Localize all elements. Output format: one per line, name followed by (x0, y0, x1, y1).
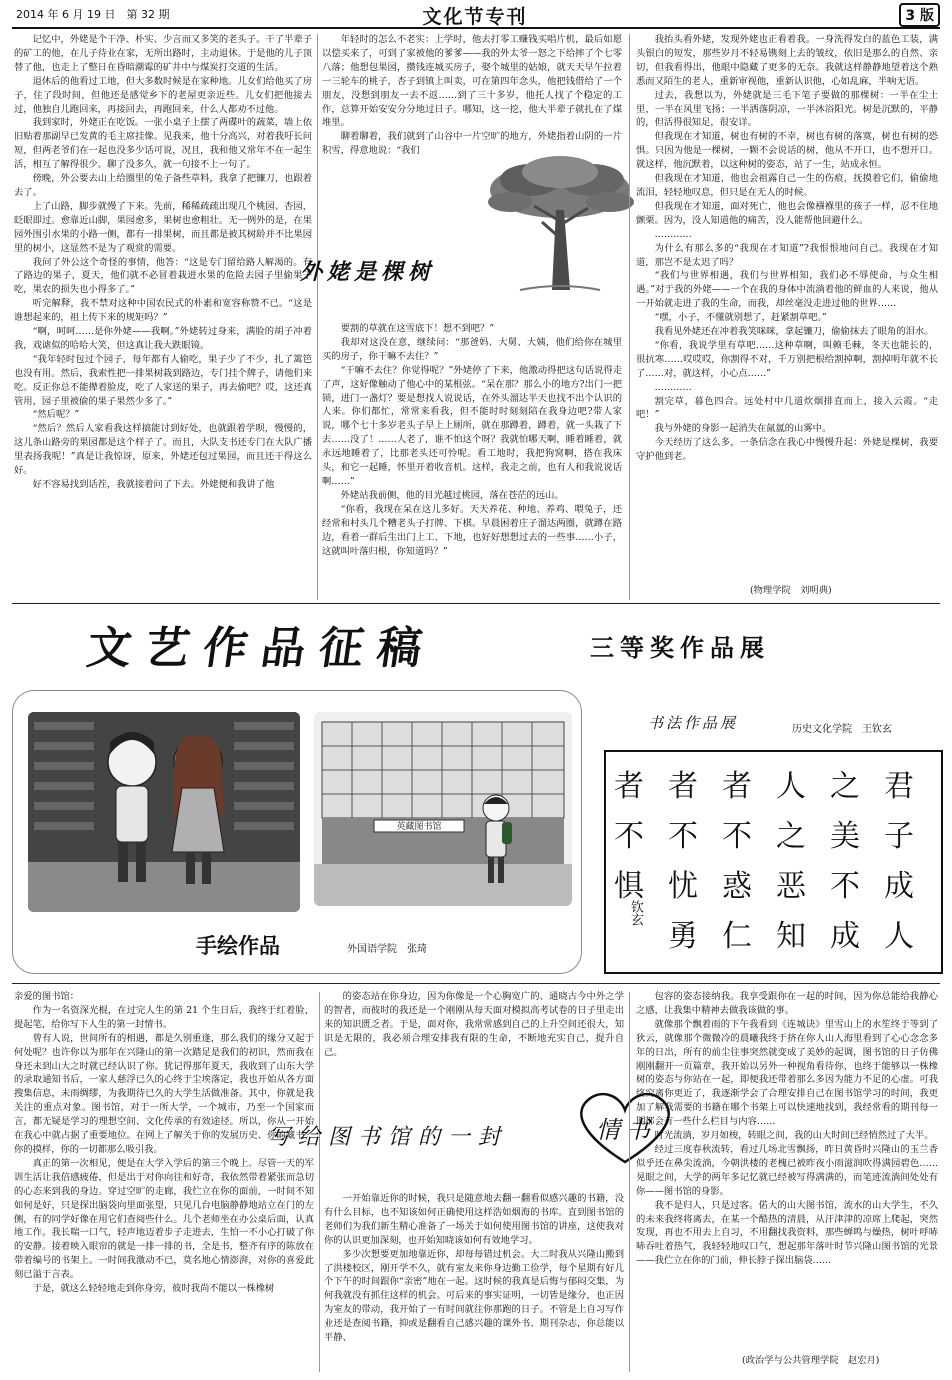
paragraph: “你看，我说学里有草吧……这种草啊，叫赖毛棘，冬天也能长的，很抗寒……哎哎哎，你割得不对，千万别把根给割掉啊，割掉明年就不长了……对，就这样，小心点……” (636, 339, 938, 379)
paragraph: 聊着聊着，我们就到了山谷中一片空旷的地方，外姥指着山阴的一片积雪，得意地说：“我们 (322, 131, 622, 157)
paragraph: “你看，我现在呆在这儿多好。天天养花、种地、养鸡、喂兔子，还经常和村头几个糟老头子打牌、下棋。早晨困着庄子溜达两圈，就蹲在路边，看着一群后生出门上工、下地，也好好想想过去的一些事……小子，这就叫叶落归根，你知道吗？” (322, 503, 622, 557)
paragraph: 一开始靠近你的时候，我只是随意地去翻一翻看似感兴趣的书籍，没有什么目标，也不知该如何正确使用这样浩如烟海的书库。直到图书馆的老师们为我们新生精心准备了一场关于如何使用图书馆的讲座，这使我对你的认识更加深刻，也开始知晓该如何有效地学习。 (324, 1193, 624, 1246)
hand-drawn-artwork-library-building (314, 712, 572, 906)
column-divider (319, 992, 320, 1372)
art-section-label: 手绘作品 (196, 934, 280, 958)
letter-column-1 (14, 990, 314, 1372)
column-divider (629, 34, 630, 600)
paragraph: “啊，呵呵……是你外姥——我啊。”外姥转过身来，满脸的胡子冲着我，戏谑似的哈哈大笑，但这真让我大跌眼镜。 (14, 326, 312, 351)
banner-subtitle: 三等奖作品展 (590, 634, 770, 662)
section-divider (12, 603, 940, 604)
paragraph: 作为一名资深光棍，在过完人生的第 21 个生日后，我终于红着脸，提起笔，给你写下人生的第一封情书。 (14, 1004, 314, 1030)
paragraph: 好不容易找到话茬，我就接着问了下去。外姥便和我讲了他 (32, 479, 275, 490)
paragraph: 我与外姥的身影一起消失在氤氲的山雾中。 (654, 423, 832, 435)
paragraph: 外姥站我前侧，他的目光越过桃园，落在苍茫的远山。 (340, 489, 564, 501)
paragraph: 我看见外姥还在冲着我笑咪咪，拿起镰刀，偷偷抹去了眼角的泪水。 (654, 326, 934, 338)
paragraph: ………… (654, 381, 692, 393)
story-title: 外姥是棵树 (300, 259, 436, 285)
paragraph: 为什么有那么多的“我现在才知道”?我恨恨地问自己。我现在才知道，那岂不是太迟了吗？ (636, 242, 938, 268)
paragraph: 亲爱的图书馆： (14, 991, 80, 1002)
column-divider (317, 34, 318, 600)
story-signature: (物理学院 刘明典) (750, 585, 832, 596)
paragraph: 我抬头看外姥，发现外姥也正看着我。一身洗得发白的蓝色工装，满头银白的短发，那些岁月不轻易镌刻上去的皱纹，依旧是那么的自然、亲切，但我看得出，他眼中隐藏了更多的无奈。我就这样静静地望着这个熟悉而又陌生的老人，重新审视他，重新认识他，心如乱麻，半响无语。 (636, 34, 938, 87)
calligraphy-seal: 钦玄 (628, 900, 643, 926)
paragraph: 要割的草就在这雪底下！想不到吧？” (340, 323, 495, 334)
letter-title: 写给图书馆的一封 (268, 1125, 509, 1150)
paragraph: “干嘛不去住？你觉得呢？”外姥停了下来，他激动得把这句话说得走了声，这好像触动了他心中的某根弦。“呆在那？那么小的地方?出门一把锁，进门一盏灯？要是想找人说说话，在外头溜达半天也找不出个认识的人来。你们都忙，常常来看我，但不能时时刻刻陪在我身边吧?带人家说，哪个七十多岁老头子早上上厕所，就在那蹲着，蹲着，就一头栽了下去……没了！……人老了，谁不怕这个呀？我就怕哪天啊，睡着睡着，就永远地睡着了，比那老头还可怜呢。看工地时，我把狗窝啊，搭在我床头，和它一起睡，怀里开着收音机。这样，我走之前，也有人和我说说话啊……” (322, 364, 622, 487)
paragraph: 上了山路，脚步就慢了下来。先前，稀稀疏疏出现几个桃园、杏园，眨眼即过。愈靠近山脚，果园愈多，果树也愈粗壮。无一例外的是，在果园外围引水果的小路一侧，都有一排果树，而且都是被其树龄并不比果园里的树小，这显然不是为了观赏的需要。 (14, 200, 312, 254)
paragraph: 我不是归人，只是过客。偌大的山大图书馆，流水的山大学生，不久的未来我终将离去，在某一个酷热的清晨，从汗津津的凉席上爬起，突然发现，再也不用去上自习，不用翻找我资料，那些蝉鸣与燥热，树叶呼哧哧吞吐着热气，我轻轻地叹口气，想起那年落叶时节兴隆山图书馆的光景——我伫立在你的门前，伸长脖子探出脑袋…… (636, 1199, 938, 1267)
calligraphy-title: 书法作品展 (648, 714, 739, 732)
header-date: 2014 年 6 月 19 日 第 32 期 (16, 8, 170, 21)
story-column-3 (636, 33, 938, 573)
paragraph: 我却对这没在意，继续问：“那爸妈、大舅、大姨，他们给你在城里买的房子，你干嘛不去住？” (322, 336, 622, 362)
paragraph: 年轻时的怎么不老实：上学时，他去打零工赚钱买唱片机，最后如愿以偿买来了，可到了家被他的爹爹——我的外太爷一怒之下给摔了个七零八落；他想包果园，攒钱连城买房子，娶个城里的姑娘，就天天早午拉着一三轮车的桃子，杏子到镇上叫卖，可在第四年念头，他把钱借给了一个朋友，没想到朋友一去不返……到了三十多岁，他托人找了个稳定的工作，总算开始安安分分地过日子。哪知，这一挖，他大半辈子就扎在了煤堆里。 (322, 34, 622, 129)
letter-column-2-bottom (324, 1192, 624, 1372)
header-title: 文化节专刊 (422, 6, 528, 28)
header-rule (12, 27, 940, 29)
paragraph: 听完解释，我不禁对这种中国农民式的朴素和宽容称赞不已。“这是谁想起来的，祖上传下来的规矩吗？” (14, 298, 312, 324)
paragraph: “我们与世界相遇，我们与世界相知，我们必不辱使命，与众生相遇。”对于我的外姥——一个在我的身体中流淌着他的鲜血的人来说，他从一开始就走进了我的生命，而我，却丝毫没走进过他的世界…… (636, 270, 938, 310)
story-column-1 (14, 33, 312, 601)
paragraph: 割完草，暮色四合。远处村中几道炊烟排直而上，接入云霞。“走吧！” (636, 395, 938, 421)
calligraphy-row: 勇 仁 知 成 人 (668, 919, 914, 954)
paragraph: 但我现在才知道，他也会祖露自己一生的伤痕，抚摸着它们，偷偷地流泪，轻轻地叹息，但只是在无人的时候。 (636, 173, 938, 198)
paragraph: 退休后的他看过工地，但大多数时候是在家种地。儿女们给他买了房子，住了段时间，但他还是感觉乡下的老屋更亲近些。儿女们把他接去过，他独自儿跑回来，再接回去，再跑回来，什么人都劝不过他。 (14, 75, 312, 115)
paragraph: 经过三度春秋流转，看过几场北雪飘扬，昨日黄昏时兴隆山的玉兰香似乎还在鼻尖流淌，今朝洪楼的老槐已被昨夜小雨滋润吹得满园碧色……晃眼之间，大学的两年多记忆就已经被写得满满的，而笔迹流淌间处处有你——图书馆的身影。 (636, 1143, 938, 1197)
tree-icon (480, 150, 640, 302)
paragraph: 于是，就这么轻轻地走到你身旁，彼时我尚不能以一株橡树 (32, 1283, 275, 1295)
paragraph: “然后？然后人家看我这样搞能讨到好处，也就跟着学呗，慢慢的，这儿条山路旁的果园都是这个样子了。而且，大队支书还专门在大队广播里表扬我呢！”真是让我惊讶，原来，外姥还包过果园，而且还干得这么好。 (14, 423, 312, 477)
paragraph: 就像那个飘着雨的下午我看到《连城诀》里雪山上的水笙终于等到了狄云，就像那个微微冷的晨曦我终于挤在你人山人海里看到了心心念念多年的日出，所有的前尘往事突然就变成了美妙的起调，图书馆的日子仿佛刚刚翻开一页篇章，我开始以另外一种视角看待你，也终于能够以一株橡树的姿态与你站在一起，即便我还带着那么多因为能力不足的心虚。可我终究离你更近了，我逐渐学会了合理安排自己在图书馆学习的时间，我更加了解我需要的书籍在哪个书架上可以快速地找到，我经常看的期刊每一期都会有一些什么栏目与内容…… (636, 1018, 938, 1128)
letter-column-2-top (324, 990, 624, 1074)
paragraph: 包容的姿态接纳我。我享受跟你在一起的时间，因为你总能给我静心之感，让我集中精神去做我该做的事。 (636, 991, 938, 1016)
banner-title: 文艺作品征稿 (83, 623, 439, 674)
paragraph: “我年轻时包过个园子，每年都有人偷吃，果子少了不少，扎了篱笆也没有用。然后，我索性把一排果树栽到路边，专门挂个牌子，请他们来吃。反正你总不能撵着脸皮，吃了人家送的果子，再去偷吧？哎，这还真管用，园子里被偷的果子果然少多了。” (14, 353, 312, 407)
paragraph: 傍晚，外公要去山上给圈里的兔子备些草料，我拿了把镰刀，也跟着去了。 (14, 173, 312, 198)
calligraphy-artwork (604, 750, 943, 974)
hand-drawn-artwork-library-couple (28, 712, 300, 912)
paragraph: 但我现在才知道，面对死亡，他也会像襁褓里的孩子一样，忍不住地颤栗。因为，没人知道他的痛苦，没人能帮他回避什么。 (636, 200, 938, 226)
paragraph: 曾有人说，世间所有的相遇，都是久别重逢，那么我们的缘分又起于何处呢？也许你以为那年在兴隆山的第一次踏足是我们的初识，然而我在身还未到山大之时就已经认识了你。犹记得那年夏天，我收到了山东大学的录取通知书后，一家人慈浮已久的心终于尘埃落定，我也开始从各方面搜集信息，未雨绸缪，为我期待已久的大学生活做准备。其中，你就是我关注的重点对象。图书馆，对于一所大学，一个城市，乃至一个国家而言，都无疑是学习的理想空间、文化传承的有效途径。所以，你从一开始在我心中就占据了重要地位。在网上了解关于你的发展历史、你的藏书，你的摸样，你的一切都那么吸引我。 (14, 1032, 314, 1155)
paragraph: ………… (654, 228, 692, 240)
letter-column-3 (636, 990, 938, 1344)
page-number-badge: 3 版 (899, 3, 940, 27)
paragraph: “嘿，小子，不懂就别想了，赶紧割草吧。” (654, 312, 827, 324)
calligraphy-author: 历史文化学院 王钦玄 (792, 724, 892, 735)
calligraphy-row: 不 不 不 之 美 子 (614, 819, 914, 854)
paragraph: 但我现在才知道，树也有树的不幸，树也有树的落寞，树也有树的恐惧。只因为他是一棵树，一颗不会说话的树，他从不开口，也不想开口。就这样，他沉默着，以这种树的姿态，站了一生，站成永恒。 (636, 131, 938, 171)
paragraph: 我到家时，外姥正在吃饭。一张小桌子上摆了两碟叶的蔬菜，墙上依旧贴着那副早已发黄的毛主席挂像。见我来，他十分高兴，对着我吁长问短，但两老爷们在一起也没多少话可说，况且，我和他又常年不在一起生活，相互了解得很少。聊了没多久，就一句接不上一句了。 (14, 117, 312, 171)
paragraph: 多少次想要更加地靠近你，却每每错过机会。大二时我从兴隆山搬到了洪楼校区，刚开学不久，就有室友来你身边勤工俭学，每个星期有好几个下午的时间跟你“亲密”地在一起。这时候的我真是后悔与郁闷交集，为何我就没有抓住这样的机会。可后来的事实证明，一切皆是缘分，也正因为室友的带动，我开始了一有时间就往你那跑的日子。不管是上自习写作业还是查阅书籍，抑或是翻看自己感兴趣的课外书、期刊杂志，你总能以平静、 (324, 1248, 624, 1344)
paragraph: 时光流淌，岁月如梭，转眼之间，我的山大时间已经悄然过了大半。 (654, 1130, 934, 1142)
story-column-2-bottom (322, 322, 622, 600)
calligraphy-row: 者 者 者 人 之 君 (614, 769, 914, 804)
column-divider (629, 992, 630, 1372)
section-divider (12, 983, 940, 984)
letter-signature: (政治学与公共管理学院 赵宏月) (742, 1355, 880, 1366)
calligraphy-row: 惧 忧 惑 恶 不 成 (614, 869, 914, 904)
paragraph: 我问了外公这个奇怪的事情，他答：“这是专门留给路人解渴的。有了路边的果子，夏天，他们就不必冒着栽进水果的危险去园子里偷果子吃，果农的损失也小得多了。” (14, 256, 312, 296)
art-author: 外国语学院 张琦 (347, 944, 427, 955)
paragraph: 记忆中，外姥是个干净、朴实、少言而又多笑的老头子。干了半辈子的矿工的他，在儿子待业在家，无所出路时，主动退休。于是他的儿子顶替了他，也走上了整日在昏暗潮霉的矿井中与煤炭打交道的生活。 (14, 34, 312, 73)
letter-title-heart-text: 情书 (596, 1116, 656, 1144)
paragraph: 今天经历了这么多，一条信念在我心中慢慢升起：外姥是棵树，我要守护他到老。 (636, 437, 938, 463)
paragraph: 的姿态站在你身边，因为你像是一个心胸宽广的、通晓古今中外之学的智者，而彼时的我还是一个刚刚从每天面对模拟高考试卷的日子里走出来的知识匮乏者。于是，面对你，我常常感到自己的上升空间还很大，知识是无限的，我必须合理安排我有限的生命，不断地充实自己，提升自己。 (324, 991, 624, 1058)
paragraph: 过去，我想以为，外姥就是三毛下笔子要做的那棵树：一半在尘土里，一半在风里飞扬；一半洒落阴凉，一半沐浴阳光。树是沉默的，平静的，但活得很知足，很安详。 (636, 89, 938, 129)
paragraph: “然后呢？” (32, 409, 80, 421)
library-sign-text: 英藏图书馆 (396, 822, 442, 832)
paragraph: 真正的第一次相见，便是在大学入学后的第三个晚上。尽管一天的军训生活让我倍感疲倦，但是出于对你向往和好奇，我依然带着紧张而急切的心态来到我的身边。穿过空旷的走廊，我伫立在你的面前，一时间不知如何是好，只是探出脑袋向里面张望，只见几台电脑静静地站立在门的左侧，有的同学好像在用它们查阅些什么。几个老师坐在办公桌后面，认真地工作。我长喘一口气，轻声地迈着步子走进去，生怕一不小心打破了你的安静。接着映入眼帘的就是一排一排的书，全是书，整齐有序的陈放在带着编号的书架上。一时间我激动不已，莫名地心情澎湃，对你的喜爱此刻已溢于言表。 (14, 1157, 314, 1281)
